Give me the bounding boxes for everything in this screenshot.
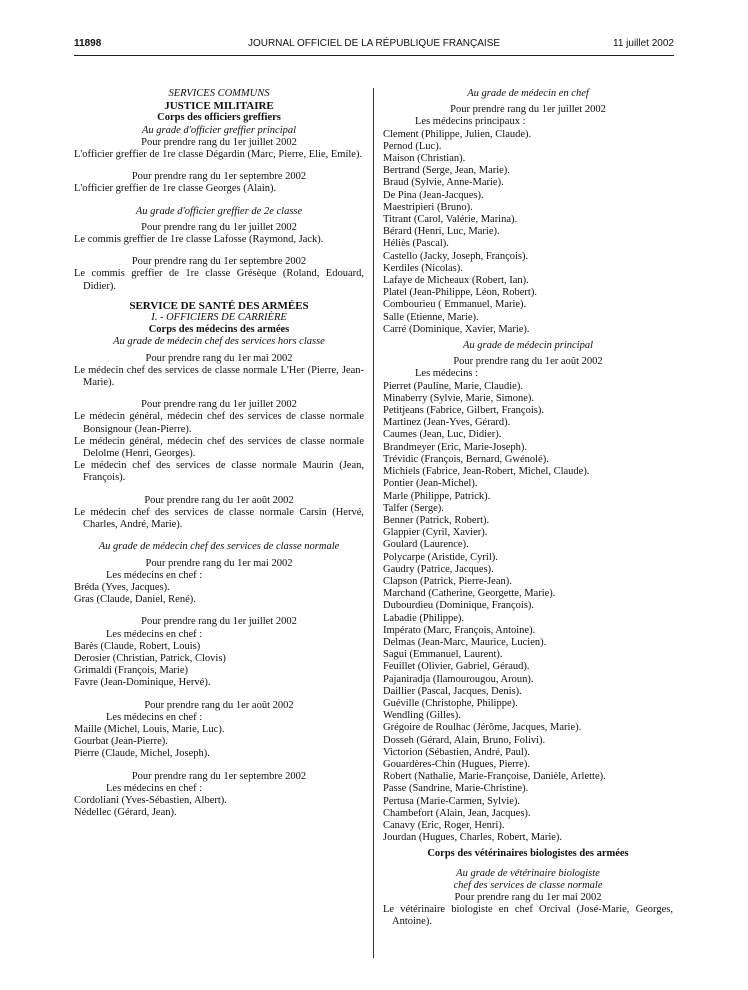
name-list	[383, 129, 673, 336]
name-list	[383, 381, 673, 845]
list-item: Goulard (Laurence).	[383, 539, 469, 551]
list-intro: Les médecins en chef :	[106, 569, 203, 581]
corps-heading: Corps des médecins des armées	[148, 324, 290, 336]
corps-heading: Corps des vétérinaires biologistes des armées	[427, 848, 629, 860]
list-item: Nédellec (Gérard, Jean).	[74, 807, 177, 819]
list-intro: Les médecins en chef :	[106, 711, 203, 723]
list-item: Barès (Claude, Robert, Louis)	[74, 640, 201, 652]
list-item: Carré (Dominique, Xavier, Marie).	[383, 323, 530, 335]
page-header	[74, 38, 674, 52]
list-item: Héliès (Pascal).	[383, 238, 449, 250]
list-item: Grimaldi (François, Marie)	[74, 665, 189, 677]
left-column	[74, 88, 364, 819]
list-item: Wendling (Gilles).	[383, 710, 461, 722]
list-item: Chambefort (Alain, Jean, Jacques).	[383, 807, 531, 819]
list-item: Pontier (Jean-Michel).	[383, 478, 478, 490]
list-item: Favre (Jean-Dominique, Hervé).	[74, 677, 211, 689]
list-item: Trévidic (François, Bernard, Gwénolé).	[383, 453, 549, 465]
list-item: Maille (Michel, Louis, Marie, Luc).	[74, 723, 225, 735]
list-item: Gras (Claude, Daniel, René).	[74, 594, 196, 606]
entry-text: Le médecin chef des services de classe normale Carsin (Hervé, Charles, André, Marie).	[74, 506, 364, 531]
rank-date: Pour prendre rang du 1er juillet 2002	[141, 616, 297, 628]
grade-heading: chef des services de classe normale	[453, 879, 603, 891]
list-intro: Les médecins en chef :	[106, 628, 203, 640]
grade-heading: Au grade de vétérinaire biologiste	[456, 867, 600, 879]
rank-date: Pour prendre rang du 1er août 2002	[453, 356, 603, 368]
list-item: Guéville (Christophe, Philippe).	[383, 697, 518, 709]
section-heading: JUSTICE MILITAIRE	[164, 100, 274, 113]
rank-date: Pour prendre rang du 1er mai 2002	[145, 352, 293, 364]
list-item: Impérato (Marc, François, Antoine).	[383, 624, 536, 636]
list-item: Martinez (Jean-Yves, Gérard).	[383, 417, 511, 429]
list-item: Talfer (Serge).	[383, 502, 444, 514]
rank-date: Pour prendre rang du 1er mai 2002	[454, 892, 602, 903]
journal-title: JOURNAL OFFICIEL DE LA RÉPUBLIQUE FRANÇAISE	[247, 38, 501, 49]
list-item: Robert (Nathalie, Marie-Françoise, Danièle, Arlette).	[383, 771, 606, 783]
list-item: Petitjeans (Fabrice, Gilbert, François).	[383, 405, 544, 417]
section-heading: SERVICES COMMUNS	[168, 88, 270, 99]
list-item: Pierre (Claude, Michel, Joseph).	[74, 748, 210, 760]
list-item: Glappier (Cyril, Xavier).	[383, 527, 488, 539]
list-item: Pernod (Luc).	[383, 140, 442, 152]
grade-heading: Au grade de médecin chef des services de classe normale	[98, 541, 340, 553]
issue-date: 11 juillet 2002	[613, 38, 674, 49]
grade-heading: Au grade de médecin principal	[462, 340, 594, 352]
list-item: Braud (Sylvie, Anne-Marie).	[383, 177, 504, 189]
list-item: Maison (Christian).	[383, 153, 466, 165]
entry-text: L'officier greffier de 1re classe Dégardin (Marc, Pierre, Elie, Emile).	[74, 149, 363, 161]
rank-date: Pour prendre rang du 1er juillet 2002	[141, 399, 297, 411]
rank-date: Pour prendre rang du 1er septembre 2002	[131, 171, 307, 183]
entry-text: Le commis greffier de 1re classe Lafosse (Raymond, Jack).	[74, 234, 324, 246]
list-item: Marchand (Catherine, Georgette, Marie).	[383, 588, 556, 600]
page-number: 11898	[74, 38, 102, 49]
rank-date: Pour prendre rang du 1er juillet 2002	[141, 221, 297, 233]
list-item: Castello (Jacky, Joseph, François).	[383, 250, 529, 262]
column-divider	[373, 88, 374, 958]
entry-text: Le médecin général, médecin chef des services de classe normale Bonsignour (Jean-Pierre).	[74, 411, 364, 435]
list-item: Bertrand (Serge, Jean, Marie).	[383, 165, 510, 177]
list-item: Clement (Philippe, Julien, Claude).	[383, 128, 532, 140]
list-item: Gourbat (Jean-Pierre).	[74, 736, 168, 748]
list-item: Minaberry (Sylvie, Marie, Simone).	[383, 392, 535, 404]
list-item: Cordoliani (Yves-Sébastien, Albert).	[74, 794, 227, 806]
entry-text: Le médecin chef des services de classe normale Maurin (Jean, François).	[74, 460, 364, 484]
list-item: Pierret (Pauline, Marie, Claudie).	[383, 380, 523, 392]
rank-date: Pour prendre rang du 1er juillet 2002	[141, 136, 297, 148]
entry-text: Le commis greffier de 1re classe Grésèque (Roland, Edouard, Didier).	[74, 268, 364, 292]
list-item: Dosseh (Gérard, Alain, Bruno, Folivi).	[383, 734, 546, 746]
entry-text: L'officier greffier de 1re classe Georges (Alain).	[74, 183, 277, 195]
rank-date: Pour prendre rang du 1er août 2002	[144, 494, 294, 506]
section-heading: SERVICE DE SANTÉ DES ARMÉES	[129, 299, 309, 312]
list-item: Daillier (Pascal, Jacques, Denis).	[383, 685, 522, 697]
list-item: Brandmeyer (Eric, Marie-Joseph).	[383, 441, 528, 453]
list-item: Benner (Patrick, Robert).	[383, 514, 490, 526]
list-item: Titrant (Carol, Valérie, Marina).	[383, 214, 518, 226]
rank-date: Pour prendre rang du 1er septembre 2002	[131, 256, 307, 268]
list-item: Gouardères-Chin (Hugues, Pierre).	[383, 758, 530, 770]
list-item: Passe (Sandrine, Marie-Christine).	[383, 783, 529, 795]
list-item: Victorion (Sébastien, André, Paul).	[383, 746, 530, 758]
rank-date: Pour prendre rang du 1er mai 2002	[145, 557, 293, 569]
right-column	[383, 88, 673, 929]
list-item: Maestripieri (Bruno).	[383, 201, 473, 213]
list-intro: Les médecins en chef :	[106, 782, 203, 794]
list-item: De Pina (Jean-Jacques).	[383, 189, 484, 201]
list-item: Polycarpe (Aristide, Cyril).	[383, 551, 498, 563]
list-item: Grégoire de Roulhac (Jérôme, Jacques, Marie).	[383, 722, 582, 734]
list-item: Pertusa (Marie-Carmen, Sylvie).	[383, 795, 521, 807]
corps-heading: Corps des officiers greffiers	[157, 112, 281, 124]
list-item: Lafaye de Micheaux (Robert, Ian).	[383, 275, 529, 287]
rank-date: Pour prendre rang du 1er août 2002	[144, 699, 294, 711]
list-item: Pajaniradja (Ilamourougou, Aroun).	[383, 673, 534, 685]
list-item: Bérard (Henri, Luc, Marie).	[383, 226, 500, 238]
list-intro: Les médecins :	[415, 368, 478, 380]
list-item: Marle (Philippe, Patrick).	[383, 490, 491, 502]
entry-text: Le médecin chef des services de classe normale L'Her (Pierre, Jean-Marie).	[74, 364, 364, 389]
grade-heading: Au grade d'officier greffier de 2e classe	[135, 205, 303, 217]
list-intro: Les médecins principaux :	[415, 116, 526, 128]
list-item: Combourieu ( Emmanuel, Marie).	[383, 299, 527, 311]
rank-date: Pour prendre rang du 1er septembre 2002	[131, 770, 307, 782]
list-item: Dubourdieu (Dominique, François).	[383, 600, 535, 612]
list-item: Kerdiles (Nicolas).	[383, 262, 463, 274]
list-item: Derosier (Christian, Patrick, Clovis)	[74, 652, 226, 664]
list-item: Caumes (Jean, Luc, Didier).	[383, 429, 502, 441]
grade-heading: Au grade d'officier greffier principal	[141, 124, 297, 136]
list-item: Jourdan (Hugues, Charles, Robert, Marie).	[383, 832, 563, 844]
list-item: Clapson (Patrick, Pierre-Jean).	[383, 575, 512, 587]
list-item: Salle (Etienne, Marie).	[383, 311, 479, 323]
list-item: Gaudry (Patrice, Jacques).	[383, 563, 494, 575]
list-item: Bréda (Yves, Jacques).	[74, 581, 170, 593]
grade-heading: Au grade de médecin en chef	[467, 88, 589, 99]
list-item: Canavy (Eric, Roger, Henri).	[383, 819, 505, 831]
list-item: Michiels (Fabrice, Jean-Robert, Michel, Claude).	[383, 466, 590, 478]
header-rule	[74, 55, 674, 56]
entry-text: Le vétérinaire biologiste en chef Orcival (José-Marie, Georges, Antoine).	[383, 904, 673, 928]
list-item: Platel (Jean-Philippe, Léon, Robert).	[383, 287, 537, 299]
list-item: Feuillet (Olivier, Gabriel, Géraud).	[383, 661, 530, 673]
entry-text: Le médecin général, médecin chef des services de classe normale Delolme (Henri, Georges).	[74, 435, 364, 460]
rank-date: Pour prendre rang du 1er juillet 2002	[450, 104, 606, 116]
list-item: Labadie (Philippe).	[383, 612, 465, 624]
subsection-heading: I. - OFFICIERS DE CARRIÈRE	[151, 312, 287, 324]
list-item: Sagui (Emmanuel, Laurent).	[383, 649, 503, 661]
list-item: Delmas (Jean-Marc, Maurice, Lucien).	[383, 636, 547, 648]
grade-heading: Au grade de médecin chef des services hors classe	[113, 336, 325, 348]
